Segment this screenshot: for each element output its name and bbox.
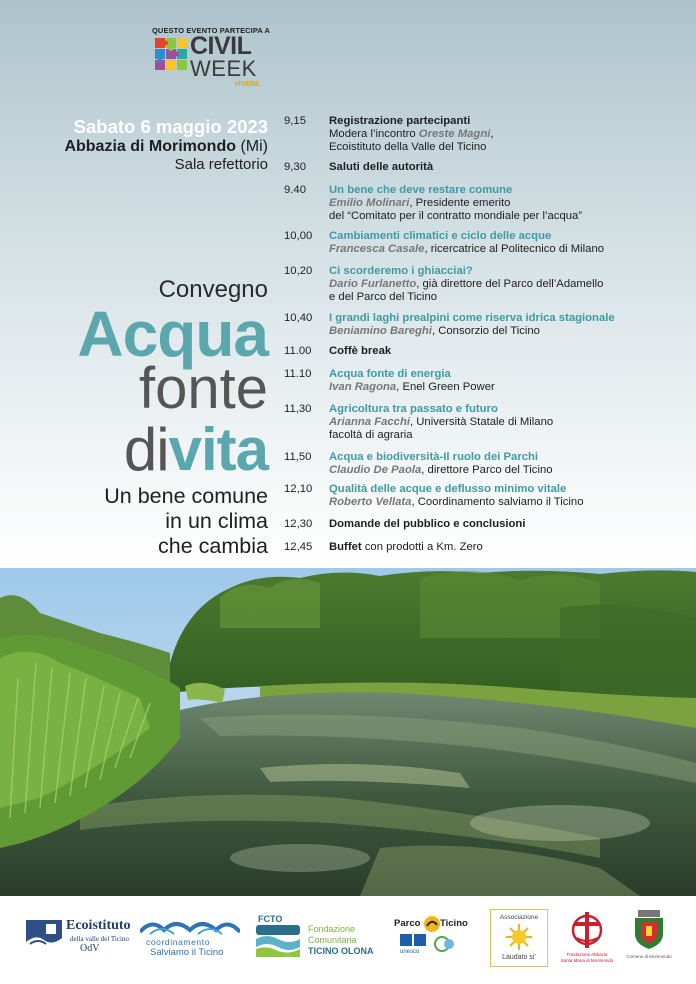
program-title-line	[329, 230, 689, 243]
program-title-line	[329, 403, 689, 416]
ecoistituto-line3: OdV	[80, 943, 100, 954]
program-title: I grandi laghi prealpini come riserva idrica stagionale	[329, 312, 615, 324]
ecoistituto-logo	[26, 918, 136, 958]
civil-week-logo	[152, 26, 282, 104]
program-time: 10,20	[284, 265, 313, 277]
program-speaker-line	[329, 464, 689, 477]
program-speaker-line	[329, 416, 689, 429]
program-speaker: Francesca Casale	[329, 243, 425, 255]
program-affiliation: , Coordinamento salviamo il Ticino	[411, 496, 584, 508]
program-content	[329, 312, 689, 338]
title-vita: vita	[168, 416, 268, 483]
program-title-suffix: con prodotti a Km. Zero	[361, 541, 483, 553]
parco-bird-icon	[424, 916, 440, 932]
program-speaker-line	[329, 243, 689, 256]
program-extra-line: del “Comitato per il contratto mondiale per l’acqua”	[329, 210, 583, 222]
title-fonte: fonte	[139, 356, 268, 421]
program-title: Saluti delle autorità	[329, 161, 434, 173]
program-title-line	[329, 115, 689, 128]
program-title-line	[329, 483, 689, 496]
program-speaker-line	[329, 128, 689, 141]
program-content	[329, 230, 689, 256]
program-title: Buffet	[329, 541, 362, 553]
program-speaker: Emilio Molinari	[329, 197, 410, 209]
program-speaker: Beniamino Bareghi	[329, 325, 432, 337]
program-title-line	[329, 518, 689, 531]
parco-line2: Ticino	[440, 918, 468, 929]
fcto-line1: Fondazione	[308, 924, 356, 934]
program-extra-line: Ecoistituto della Valle del Ticino	[329, 141, 487, 153]
program-speaker: Ivan Ragona	[329, 381, 397, 393]
sponsors-bar	[0, 896, 696, 984]
program-time: 9.40	[284, 184, 306, 196]
puzzle-icon	[155, 38, 187, 70]
program-title-line	[329, 541, 689, 554]
program-title: Registrazione partecipanti	[329, 115, 471, 127]
parco-ticino-logo	[394, 916, 474, 960]
program-extra-line: facoltà di agraria	[329, 429, 413, 441]
program-title-line	[329, 451, 689, 464]
program-content	[329, 184, 689, 223]
program-title: Domande del pubblico e conclusioni	[329, 518, 526, 530]
laudato-si-logo	[490, 909, 548, 967]
program-affiliation: , ricercatrice al Politecnico di Milano	[424, 243, 605, 255]
laudato-line2: Laudato si’	[502, 954, 536, 961]
program-affiliation: , Consorzio del Ticino	[431, 325, 540, 337]
program-time: 11,50	[284, 451, 312, 463]
title-divita	[124, 415, 268, 485]
program-title: Qualità delle acque e deflusso minimo vitale	[329, 483, 567, 495]
program-time: 11.10	[284, 368, 312, 380]
program-speaker: Roberto Vellata	[329, 496, 412, 508]
program-time: 9,15	[284, 115, 306, 127]
ecoistituto-line2: della valle del Ticino	[70, 935, 129, 943]
program-time: 12,10	[284, 483, 313, 495]
civil-week-sub: VIVERE	[234, 81, 260, 88]
week-text: WEEK	[190, 56, 257, 81]
program-speaker-line	[329, 197, 689, 210]
fondazione-abbazia-logo	[560, 910, 614, 970]
venue-province: (Mi)	[240, 138, 268, 155]
coordinamento-line2: Salviamo il Ticino	[150, 947, 224, 958]
fcto-line3: TICINO OLONA	[308, 946, 374, 956]
program-title: Un bene che deve restare comune	[329, 184, 513, 196]
comune-logo	[624, 910, 674, 970]
program-content	[329, 541, 689, 554]
laudato-line1: Associazione	[499, 914, 539, 921]
unesco-label: unesco	[400, 949, 420, 955]
program-title: Cambiamenti climatici e ciclo delle acque	[329, 230, 552, 242]
program-affiliation: , Enel Green Power	[396, 381, 495, 393]
program-time: 11,30	[284, 403, 312, 415]
subtitle-line: Un bene comune	[104, 484, 268, 508]
program-speaker-line	[329, 496, 689, 509]
program-speaker-line	[329, 278, 689, 291]
program-content	[329, 161, 689, 174]
program-title-line	[329, 265, 689, 278]
program-title: Acqua e biodiversità-Il ruolo dei Parchi	[329, 451, 539, 463]
program-time: 12,45	[284, 541, 313, 553]
abbazia-line2: Santa Maria di Morimondo	[560, 958, 614, 963]
program-time: 10,40	[284, 312, 313, 324]
program-time: 11.00	[284, 345, 312, 357]
program-speaker: Claudio De Paola	[329, 464, 422, 476]
program-speaker-line	[329, 325, 689, 338]
program-speaker: Dario Furlanetto	[329, 278, 417, 290]
fcto-icon	[256, 925, 300, 957]
program-content	[329, 265, 689, 304]
program-title-line	[329, 368, 689, 381]
program-title-line	[329, 312, 689, 325]
fcto-acr: FCTO	[258, 914, 283, 924]
program-title: Ci scorderemo i ghiacciai?	[329, 265, 473, 277]
abbazia-line1: Fondazione Abbazia	[566, 952, 608, 957]
program-content	[329, 518, 689, 531]
program-title: Acqua fonte di energia	[329, 368, 451, 380]
title-di: di	[123, 416, 169, 483]
civil-week-header: QUESTO EVENTO PARTECIPA A	[152, 26, 271, 35]
coordinamento-logo	[140, 916, 244, 960]
program-content	[329, 403, 689, 442]
coordinamento-line1: coordinamento	[146, 937, 211, 947]
mab-icon	[434, 936, 456, 952]
subtitle	[104, 484, 268, 559]
title-acqua: Acqua	[77, 298, 268, 370]
program-affiliation: , Università Statale di Milano	[410, 416, 554, 428]
fcto-logo	[256, 914, 384, 962]
ecoistituto-icon	[26, 920, 62, 954]
cross-emblem-icon	[567, 910, 607, 950]
program-title-line	[329, 345, 689, 358]
program-content	[329, 115, 689, 154]
event-date: Sabato 6 maggio 2023	[73, 116, 268, 137]
program-extra-line: e del Parco del Ticino	[329, 291, 438, 303]
sun-icon	[506, 924, 532, 950]
convegno-label: Convegno	[158, 276, 268, 303]
waves-icon	[140, 916, 240, 936]
coat-of-arms-icon	[632, 910, 666, 950]
program-title: Coffè break	[329, 345, 392, 357]
program-content	[329, 451, 689, 477]
program-content	[329, 345, 689, 358]
fcto-line2: Comunitaria	[308, 935, 357, 945]
venue-name: Abbazia di Morimondo	[64, 138, 236, 155]
ecoistituto-name: Ecoistituto	[66, 918, 131, 933]
parco-line1: Parco	[394, 918, 421, 929]
civil-text: CIVIL	[190, 32, 252, 60]
program-content	[329, 483, 689, 509]
event-room: Sala refettorio	[174, 156, 268, 173]
program-affiliation: ,	[490, 128, 494, 140]
program-prefix: Modera l’incontro	[329, 128, 419, 140]
subtitle-line: che cambia	[158, 534, 268, 558]
program-affiliation: , Presidente emerito	[409, 197, 511, 209]
program-title: Agricoltura tra passato e futuro	[329, 403, 498, 415]
event-venue	[64, 138, 268, 156]
program-speaker-line	[329, 381, 689, 394]
program-title-line	[329, 184, 689, 197]
river-landscape-image	[0, 568, 696, 896]
program-time: 10,00	[284, 230, 313, 242]
program-speaker: Arianna Facchi	[329, 416, 410, 428]
program-time: 12,30	[284, 518, 313, 530]
program-affiliation: , già direttore del Parco dell’Adamello	[416, 278, 604, 290]
comune-line1: Comune di Morimondo	[626, 954, 672, 959]
program-affiliation: , direttore Parco del Ticino	[421, 464, 553, 476]
program-title-line	[329, 161, 689, 174]
program-time: 9,30	[284, 161, 306, 173]
subtitle-line: in un clima	[165, 509, 268, 533]
program-speaker: Oreste Magni	[418, 128, 491, 140]
program-content	[329, 368, 689, 394]
